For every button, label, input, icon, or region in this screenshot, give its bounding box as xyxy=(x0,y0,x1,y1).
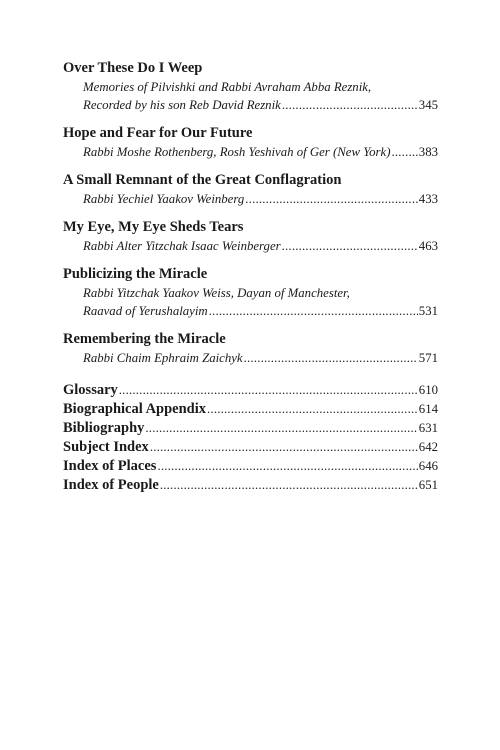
back-matter-item xyxy=(63,457,438,476)
toc-chapter xyxy=(63,59,438,114)
toc-chapter xyxy=(63,330,438,367)
chapter-subtitle-line xyxy=(63,78,438,96)
back-matter-item xyxy=(63,419,438,438)
toc-chapter xyxy=(63,218,438,255)
chapter-subtitle: Recorded by his son Reb David Reznik xyxy=(83,98,281,112)
page-number: 646 xyxy=(418,459,438,473)
back-matter-title: Index of People xyxy=(63,477,159,493)
chapter-subtitle-line xyxy=(63,349,438,367)
dot-leader xyxy=(282,237,418,255)
dot-leader xyxy=(207,400,418,419)
chapter-subtitle-line xyxy=(63,190,438,208)
chapter-subtitle: Rabbi Moshe Rothenberg, Rosh Yeshivah of Ger (New York) xyxy=(83,145,391,159)
dot-leader xyxy=(209,302,418,320)
chapter-subtitle: Raavad of Yerushalayim xyxy=(83,304,208,318)
chapter-subtitle-line xyxy=(63,302,438,320)
chapter-subtitle-line xyxy=(63,143,438,161)
chapter-title: A Small Remnant of the Great Conflagration xyxy=(63,172,342,188)
chapter-subtitle: Rabbi Yechiel Yaakov Weinberg xyxy=(83,192,245,206)
page-number: 463 xyxy=(418,239,438,253)
page-number: 631 xyxy=(418,421,438,435)
dot-leader xyxy=(145,419,417,438)
chapter-subtitle: Rabbi Yitzchak Yaakov Weiss, Dayan of Manchester, xyxy=(83,286,350,300)
chapter-title: Publicizing the Miracle xyxy=(63,266,208,282)
dot-leader xyxy=(391,143,417,161)
back-matter-title: Index of Places xyxy=(63,458,157,474)
page-number: 383 xyxy=(418,145,438,159)
dot-leader xyxy=(157,457,417,476)
page-number: 531 xyxy=(418,304,438,318)
back-matter-list xyxy=(63,381,438,495)
page-number: 345 xyxy=(418,98,438,112)
chapter-subtitle: Rabbi Alter Yitzchak Isaac Weinberger xyxy=(83,239,281,253)
toc-chapter xyxy=(63,124,438,161)
back-matter-title: Biographical Appendix xyxy=(63,401,207,417)
back-matter-item xyxy=(63,381,438,400)
chapter-subtitle-line xyxy=(63,96,438,114)
back-matter-item xyxy=(63,476,438,495)
page-number: 642 xyxy=(418,440,438,454)
chapter-subtitle-line xyxy=(63,237,438,255)
page-number: 571 xyxy=(418,351,438,365)
dot-leader xyxy=(160,476,418,495)
chapter-subtitle-line xyxy=(63,284,438,302)
dot-leader xyxy=(244,349,418,367)
back-matter-title: Bibliography xyxy=(63,420,145,436)
chapter-title: Remembering the Miracle xyxy=(63,331,226,347)
dot-leader xyxy=(282,96,418,114)
chapter-title: Hope and Fear for Our Future xyxy=(63,125,253,141)
page-number: 433 xyxy=(418,192,438,206)
back-matter-item xyxy=(63,438,438,457)
toc-chapter xyxy=(63,171,438,208)
dot-leader xyxy=(150,438,418,457)
chapter-subtitle: Rabbi Chaim Ephraim Zaichyk xyxy=(83,351,243,365)
page-number: 610 xyxy=(418,383,438,397)
back-matter-item xyxy=(63,400,438,419)
page-number: 651 xyxy=(418,478,438,492)
chapter-subtitle: Memories of Pilvishki and Rabbi Avraham Abba Reznik, xyxy=(83,80,372,94)
dot-leader xyxy=(245,190,418,208)
page-number: 614 xyxy=(418,402,438,416)
chapter-title: Over These Do I Weep xyxy=(63,60,203,76)
back-matter-title: Glossary xyxy=(63,382,118,398)
chapter-title: My Eye, My Eye Sheds Tears xyxy=(63,219,244,235)
toc-chapter xyxy=(63,265,438,320)
table-of-contents xyxy=(63,59,438,495)
dot-leader xyxy=(119,381,418,400)
back-matter-title: Subject Index xyxy=(63,439,149,455)
